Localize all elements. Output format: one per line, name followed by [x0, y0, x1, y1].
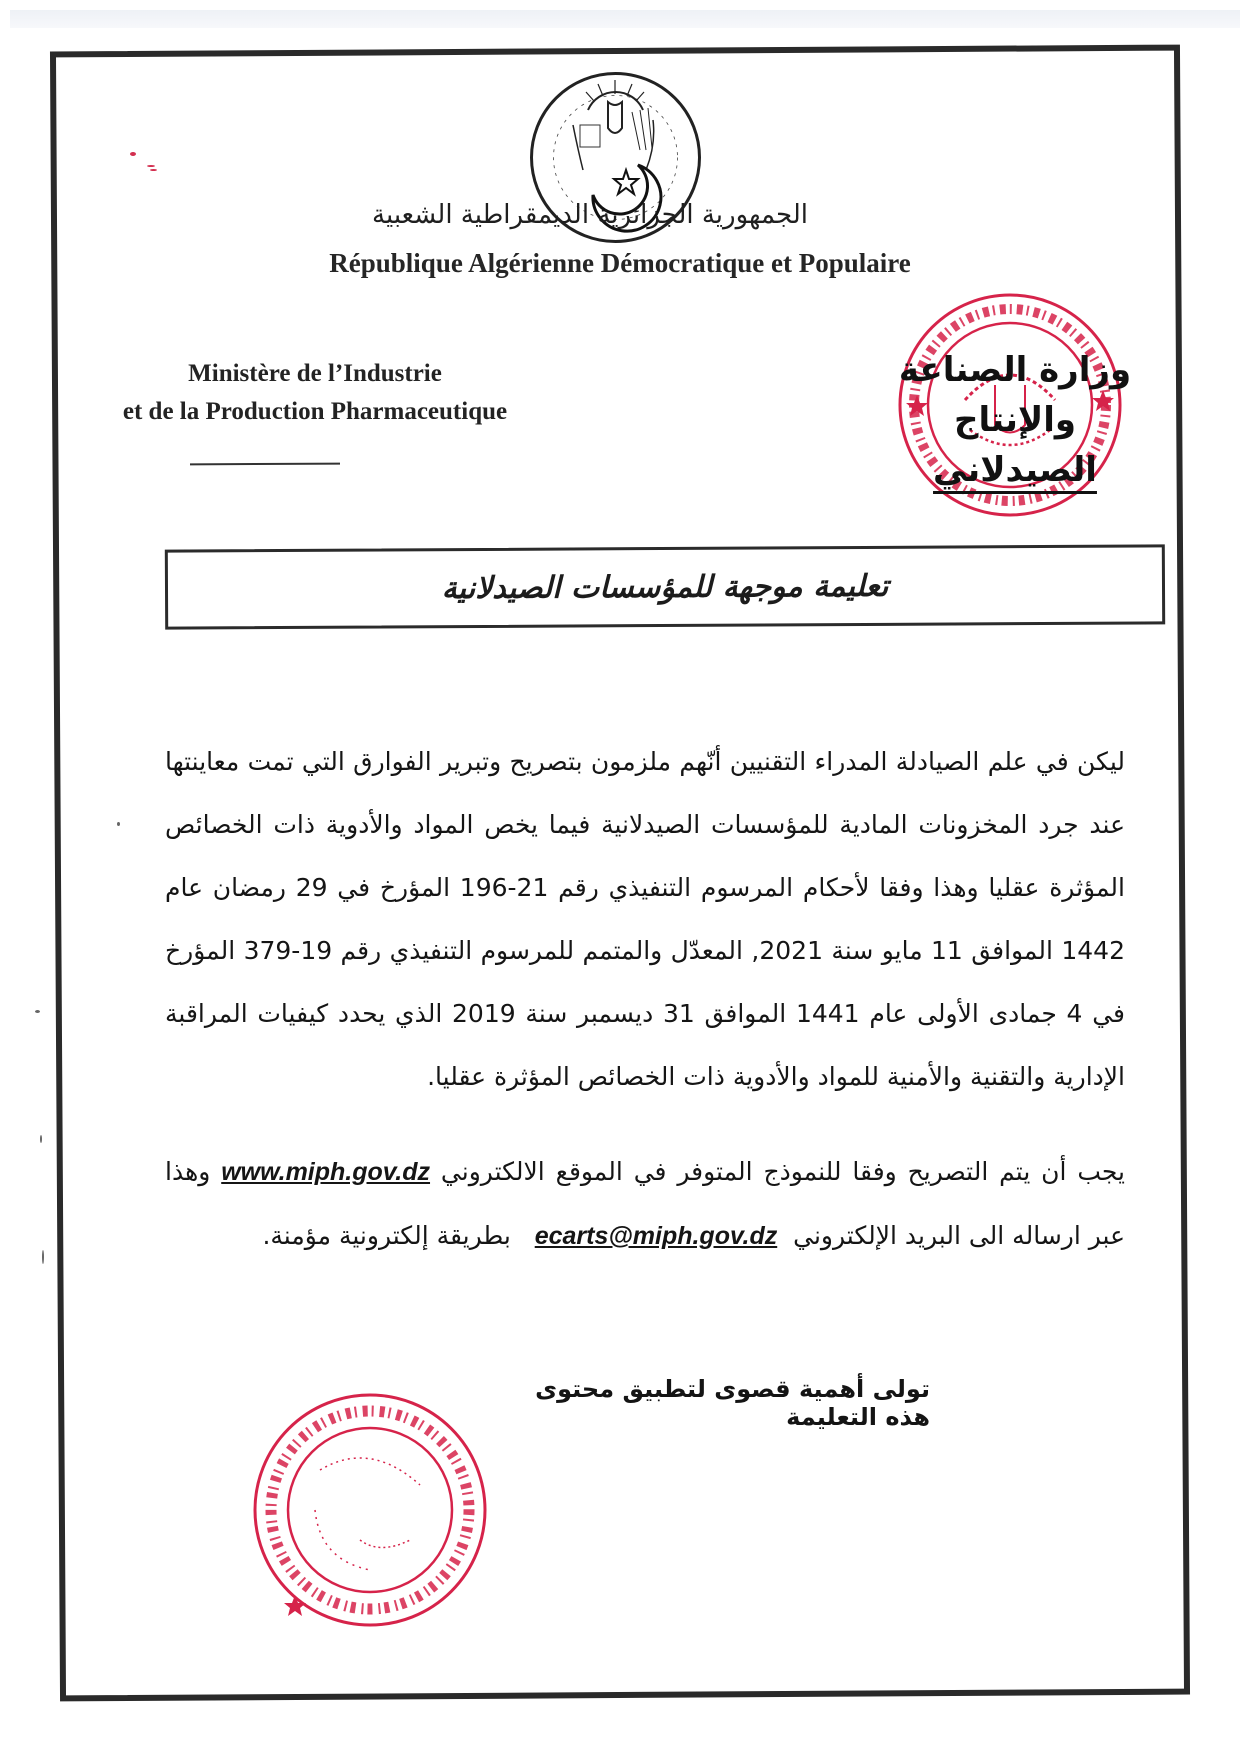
submission-text-part1: يجب أن يتم التصريح وفقا للنموذج المتوفر في الموقع الالكتروني	[440, 1157, 1125, 1186]
ink-speck	[147, 165, 155, 167]
country-name-french: République Algérienne Démocratique et Populaire	[329, 248, 911, 278]
closing-statement: تولى أهمية قصوى لتطبيق محتوى هذه التعليمة	[535, 1375, 930, 1431]
ink-speck	[150, 169, 157, 171]
website-link[interactable]: www.miph.gov.dz	[221, 1158, 431, 1186]
submission-text-part3: بطريقة إلكترونية مؤمنة.	[262, 1221, 511, 1250]
ministry-fr-line2: et de la Production Pharmaceutique	[122, 398, 508, 425]
scan-dust	[35, 1010, 40, 1013]
scan-dust	[117, 822, 120, 826]
ministry-ar-line1: وزارة الصناعة والإنتاج	[898, 350, 1132, 440]
document-title: تعليمة موجهة للمؤسسات الصيدلانية	[441, 568, 889, 606]
ministry-name-arabic	[855, 345, 1175, 495]
ministry-name-french	[90, 355, 540, 431]
submission-text-part2: وهذا عبر ارساله الى البريد الإلكتروني	[165, 1157, 1125, 1250]
submission-paragraph	[165, 1140, 1125, 1268]
directorate-seal-stamp-icon	[250, 1390, 490, 1630]
ink-speck	[130, 152, 136, 156]
scan-edge-shadow	[10, 10, 1240, 28]
ministry-ar-line2: الصيدلاني	[933, 450, 1097, 490]
instruction-paragraph: ليكن في علم الصيادلة المدراء التقنيين أنّهم ملزمون بتصريح وتبرير الفوارق التي تمت معاينتها عند جرد المخزونات المادية للمؤسسات الصيدلانية فيما يخص المواد والأدوية ذات الخصائص المؤثرة عقليا وهذا وفقا لأحكام المرسوم التنفيذي رقم 21-196 المؤرخ في 29 رمضان عام 1442 الموافق 11 مايو سنة 2021, المعدّل والمتمم للمرسوم التنفيذي رقم 19-379 المؤرخ في 4 جمادى الأولى عام 1441 الموافق 31 ديسمبر سنة 2019 الذي يحدد كيفيات المراقبة الإدارية والتقنية والأمنية للمواد والأدوية ذات الخصائص المؤثرة عقليا.	[165, 747, 1125, 1091]
scan-dust	[42, 1250, 44, 1264]
country-name-arabic: الجمهورية الجزائرية الديمقراطية الشعبية	[372, 200, 808, 230]
email-link[interactable]: ecarts@miph.gov.dz	[534, 1222, 778, 1250]
ministry-fr-line1: Ministère de l’Industrie	[188, 360, 442, 387]
scan-dust	[40, 1135, 42, 1143]
document-title-box	[165, 544, 1165, 629]
